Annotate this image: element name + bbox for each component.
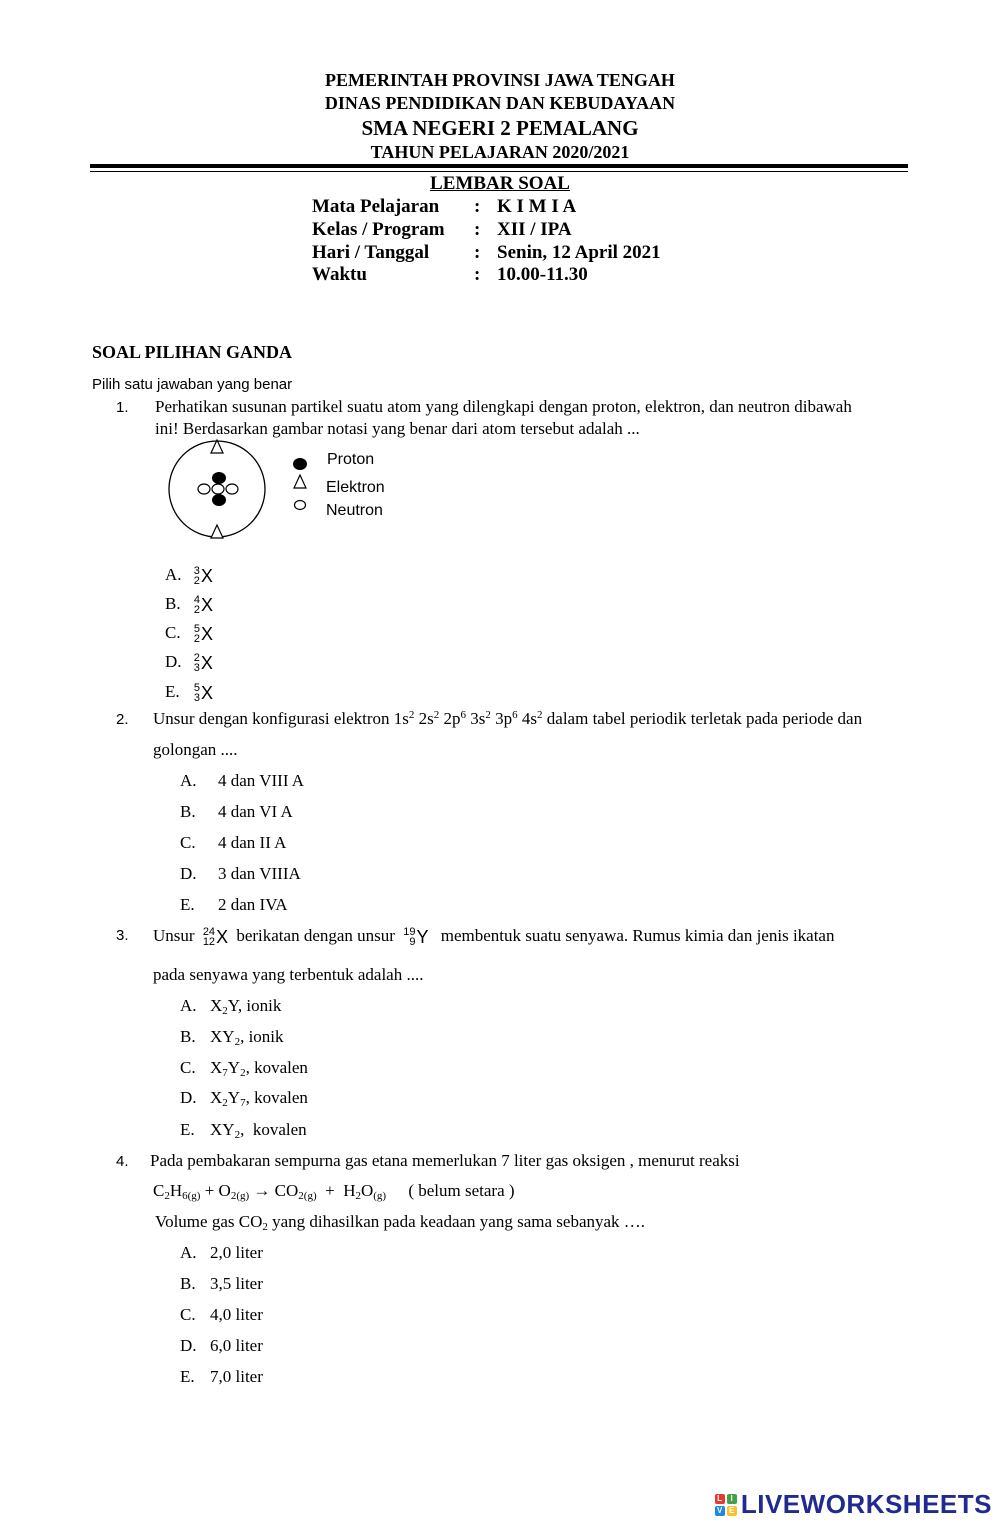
formula-subscript: 2 <box>240 1067 246 1079</box>
legend-neutron-label: Neutron <box>326 502 383 519</box>
header-line-1: PEMERINTAH PROVINSI JAWA TENGAH <box>325 70 675 90</box>
option-letter: A. <box>165 565 182 584</box>
logo-square: L <box>715 1494 725 1504</box>
q1-option-a[interactable] <box>165 565 213 587</box>
proton-1 <box>212 472 226 484</box>
nuclide-x <box>203 927 228 948</box>
nuclide <box>194 566 213 587</box>
electron-count: 2 <box>537 709 543 721</box>
formula-part: , kovalen <box>240 1120 307 1139</box>
atom-diagram <box>160 438 280 542</box>
header-rule-thick <box>90 164 908 168</box>
info-colon: : <box>474 196 481 217</box>
logo-square: E <box>727 1506 737 1516</box>
q2-option-e[interactable] <box>180 895 288 915</box>
element-symbol: X <box>200 623 213 644</box>
q4-text-pre: Volume gas CO <box>155 1212 263 1231</box>
q1-text-line-2: ini! Berdasarkan gambar notasi yang benar dari atom tersebut adalah ... <box>155 419 640 438</box>
q4-text-line-1: Pada pembakaran sempurna gas etana memerlukan 7 liter gas oksigen , menurut reaksi <box>150 1151 740 1170</box>
option-letter: E. <box>165 682 180 701</box>
neutron-2 <box>212 484 224 494</box>
formula-part: XY <box>210 1120 235 1139</box>
option-letter: D. <box>165 652 182 671</box>
formula-subscript: 2 <box>262 1221 268 1233</box>
proton-2 <box>212 494 226 506</box>
option-text: 2 dan IVA <box>218 895 288 914</box>
section-title: SOAL PILIHAN GANDA <box>92 342 293 362</box>
info-label-time: Waktu <box>312 264 367 285</box>
formula-part: CO <box>274 1181 299 1200</box>
nuclide <box>194 595 213 616</box>
option-letter: B. <box>165 594 181 613</box>
formula-part: X <box>210 1088 223 1107</box>
nuclide <box>194 683 213 704</box>
q1-text-line-1: Perhatikan susunan partikel suatu atom yang dilengkapi dengan proton, elektron, dan neutron dibawah <box>155 397 852 416</box>
instruction: Pilih satu jawaban yang benar <box>92 376 293 393</box>
q4-text-post: yang dihasilkan pada keadaan yang sama sebanyak …. <box>272 1212 646 1231</box>
info-value-class: XII / IPA <box>497 219 572 240</box>
orbital: 1s <box>393 709 409 728</box>
formula-subscript: 6(g) <box>182 1190 201 1202</box>
formula-subscript: 2 <box>164 1190 170 1202</box>
logo-square: I <box>727 1494 737 1504</box>
q3-option-e[interactable] <box>180 1120 307 1141</box>
q3-text-middle: berikatan dengan unsur <box>236 926 395 945</box>
option-letter: C. <box>180 1058 196 1077</box>
legend-proton-label: Proton <box>327 451 375 468</box>
q3-option-d[interactable] <box>180 1088 308 1109</box>
option-text: 4 dan VI A <box>218 802 293 821</box>
mass-number: 2 <box>193 652 200 665</box>
element-symbol: Y <box>416 926 429 947</box>
formula-part: , kovalen <box>245 1058 308 1077</box>
q3-text-post: membentuk suatu senyawa. Rumus kimia dan jenis ikatan <box>440 926 835 945</box>
option-letter: E. <box>180 1367 195 1386</box>
reaction-note: ( belum setara ) <box>408 1181 515 1200</box>
option-letter: A. <box>180 771 197 790</box>
orbital: 2s <box>418 709 434 728</box>
plus-sign: + <box>325 1181 335 1200</box>
q1-option-c[interactable] <box>165 623 213 645</box>
formula-part: H <box>343 1181 356 1200</box>
formula-part: XY <box>210 1027 235 1046</box>
orbital: 2p <box>443 709 461 728</box>
mass-number: 4 <box>193 594 200 607</box>
formula-subscript: 2 <box>222 1097 228 1109</box>
header-rule-thin <box>90 171 908 172</box>
option-letter: B. <box>180 802 196 821</box>
formula-part: , kovalen <box>245 1088 308 1107</box>
q4-option-b[interactable] <box>180 1274 263 1294</box>
info-colon: : <box>474 219 481 240</box>
option-letter: E. <box>180 1120 195 1139</box>
q4-number: 4. <box>116 1153 129 1170</box>
logo-grid-icon <box>715 1494 737 1516</box>
legend-electron-symbol <box>294 475 306 488</box>
q1-option-b[interactable] <box>165 594 213 616</box>
atomic-number: 2 <box>193 604 200 617</box>
option-text: 4 dan VIII A <box>218 771 305 790</box>
option-letter: D. <box>180 1088 197 1107</box>
formula-part: , ionik <box>240 1027 284 1046</box>
q2-option-a[interactable] <box>180 771 304 791</box>
q2-text-line-2: golongan .... <box>153 740 238 759</box>
electron-bottom <box>211 525 223 538</box>
mass-number: 5 <box>193 682 201 695</box>
formula-subscript: (g) <box>373 1190 387 1202</box>
mass-number: 3 <box>193 565 200 578</box>
atomic-number: 3 <box>193 692 201 705</box>
electron-configuration <box>394 709 543 728</box>
header-line-2: DINAS PENDIDIKAN DAN KEBUDAYAAN <box>324 93 676 113</box>
option-letter: E. <box>180 895 195 914</box>
option-text: 3,5 liter <box>210 1274 263 1293</box>
orbital: 4s <box>521 709 538 728</box>
info-value-time: 10.00-11.30 <box>497 264 588 285</box>
electron-count: 2 <box>485 709 491 721</box>
formula-subscript: 2(g) <box>298 1190 317 1202</box>
info-value-date: Senin, 12 April 2021 <box>497 242 661 263</box>
q3-option-a[interactable] <box>180 996 281 1017</box>
legend-neutron-symbol <box>295 501 306 510</box>
info-label-class: Kelas / Program <box>312 219 445 240</box>
option-letter: B. <box>180 1274 196 1293</box>
atomic-number: 12 <box>202 936 216 949</box>
formula-part: Y <box>227 1058 241 1077</box>
electron-count: 2 <box>433 709 440 721</box>
liveworksheets-logo[interactable] <box>715 1489 992 1520</box>
orbital: 3p <box>495 709 513 728</box>
option-letter: A. <box>180 1243 197 1262</box>
electron-count: 6 <box>460 709 467 721</box>
formula-subscript: 7 <box>222 1067 228 1079</box>
nuclide <box>194 653 213 674</box>
sheet-title: LEMBAR SOAL <box>430 173 570 194</box>
orbital: 3s <box>470 709 486 728</box>
mass-number: 5 <box>193 623 200 636</box>
electron-count: 6 <box>512 709 518 721</box>
q2-text-line-1 <box>153 709 862 729</box>
option-letter: D. <box>180 1336 197 1355</box>
formula-subscript: 2(g) <box>230 1190 250 1202</box>
q4-option-e[interactable] <box>180 1367 263 1387</box>
q3-word-unsur: Unsur <box>153 926 195 945</box>
option-text: 7,0 liter <box>210 1367 263 1386</box>
logo-text: LIVEWORKSHEETS <box>740 1489 992 1519</box>
formula-part: O <box>360 1181 374 1200</box>
info-label-date: Hari / Tanggal <box>312 242 430 263</box>
q3-text-line-1 <box>153 926 834 948</box>
element-symbol: X <box>200 565 213 586</box>
atomic-number: 2 <box>193 575 200 588</box>
atomic-number: 3 <box>193 662 200 675</box>
formula-part: H <box>169 1181 183 1200</box>
formula-subscript: 2 <box>234 1129 241 1141</box>
q3-option-c[interactable] <box>180 1058 308 1079</box>
option-letter: C. <box>180 1305 196 1324</box>
q2-text-post: dalam tabel periodik terletak pada periode dan <box>546 709 863 728</box>
q2-option-d[interactable] <box>180 864 301 884</box>
q4-option-a[interactable] <box>180 1243 263 1263</box>
nuclide-y <box>403 927 428 948</box>
option-text: 4 dan II A <box>218 833 287 852</box>
info-colon: : <box>474 264 481 285</box>
legend-elektron-label: Elektron <box>326 479 385 496</box>
info-colon: : <box>474 242 481 263</box>
q1-option-d[interactable] <box>165 652 213 674</box>
legend-symbols <box>290 455 314 515</box>
logo-square: V <box>715 1506 725 1516</box>
option-letter: C. <box>180 833 196 852</box>
q2-text-pre: Unsur dengan konfigurasi elektron <box>153 709 390 728</box>
electron-count: 2 <box>408 709 415 721</box>
neutron-3 <box>226 484 238 494</box>
q3-option-b[interactable] <box>180 1027 284 1048</box>
formula-part: C <box>153 1181 165 1200</box>
legend-proton-symbol <box>293 458 307 470</box>
q2-number: 2. <box>116 711 129 728</box>
formula-part: Y <box>227 1088 241 1107</box>
option-text: 3 dan VIIIA <box>218 864 301 883</box>
electron-top <box>211 440 223 453</box>
reaction-arrow-icon: → <box>253 1181 271 1200</box>
q1-number: 1. <box>116 399 129 416</box>
school-name: SMA NEGERI 2 PEMALANG <box>361 116 639 140</box>
q3-number: 3. <box>116 927 129 944</box>
q4-text-line-3 <box>155 1212 645 1233</box>
option-letter: B. <box>180 1027 196 1046</box>
element-symbol: X <box>201 682 214 703</box>
formula-part: O <box>218 1181 231 1200</box>
q2-option-b[interactable] <box>180 802 293 822</box>
formula-part: X <box>210 996 223 1015</box>
info-value-subject: K I M I A <box>497 196 577 217</box>
q4-reaction <box>153 1181 515 1202</box>
q2-option-c[interactable] <box>180 833 286 853</box>
formula-subscript: 2 <box>355 1190 361 1202</box>
atomic-number: 2 <box>193 633 200 646</box>
formula-part: Y, ionik <box>227 996 282 1015</box>
option-letter: D. <box>180 864 197 883</box>
academic-year: TAHUN PELAJARAN 2020/2021 <box>370 142 630 162</box>
option-text: 4,0 liter <box>210 1305 263 1324</box>
mass-number: 24 <box>202 926 216 939</box>
formula-part: X <box>210 1058 223 1077</box>
neutron-1 <box>198 484 210 494</box>
atomic-number: 9 <box>409 936 416 949</box>
formula-subscript: 2 <box>234 1036 241 1048</box>
mass-number: 19 <box>403 926 416 939</box>
element-symbol: X <box>216 926 229 947</box>
info-label-subject: Mata Pelajaran <box>312 196 440 217</box>
nuclide <box>194 624 213 645</box>
element-symbol: X <box>200 652 213 673</box>
q3-text-line-2: pada senyawa yang terbentuk adalah .... <box>153 965 424 984</box>
q4-option-d[interactable] <box>180 1336 263 1356</box>
option-text: 2,0 liter <box>210 1243 263 1262</box>
q1-option-e[interactable] <box>165 682 213 704</box>
option-text: 6,0 liter <box>210 1336 263 1355</box>
option-letter: A. <box>180 996 197 1015</box>
formula-subscript: 7 <box>240 1097 246 1109</box>
option-letter: C. <box>165 623 181 642</box>
formula-subscript: 2 <box>222 1005 228 1017</box>
plus-sign: + <box>204 1181 215 1200</box>
q4-option-c[interactable] <box>180 1305 263 1325</box>
element-symbol: X <box>200 594 213 615</box>
